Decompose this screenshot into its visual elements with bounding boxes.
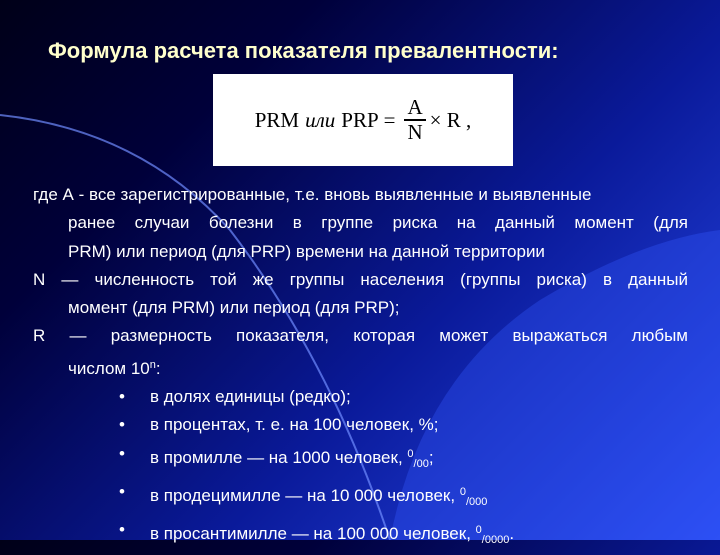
- definitions-text: [33, 181, 688, 555]
- bullet-icon: •: [119, 415, 125, 435]
- list-item-text: в процентах, т. е. на 100 человек, %;: [150, 415, 439, 435]
- definition-n: [33, 266, 688, 323]
- list-item-tail: ;: [428, 447, 434, 467]
- formula-prp: PRP: [341, 107, 379, 132]
- list-item: [33, 411, 688, 439]
- slide-title: Формула расчета показателя превалентности:: [48, 38, 559, 63]
- list-item: [33, 478, 688, 516]
- list-item-tail: .: [509, 524, 515, 544]
- r-exponent: n: [149, 358, 156, 371]
- formula-denominator: N: [407, 120, 423, 144]
- unit-sup: 0: [407, 447, 414, 460]
- formula-image: [213, 74, 513, 166]
- definition-a: [33, 181, 688, 266]
- definition-n-line1: N — численность той же группы населения (группы риска) в данный: [33, 269, 688, 289]
- unit-sub: /00: [413, 457, 429, 470]
- definition-a-line2: ранее случаи болезни в группе риска на данный момент (для: [68, 213, 688, 233]
- formula-equals: =: [383, 107, 396, 132]
- formula-fraction: [404, 96, 425, 144]
- units-list: [33, 383, 688, 554]
- definition-a-line3: PRM) или период (для PRP) времени на данной территории: [68, 241, 545, 261]
- formula-or: или: [305, 107, 336, 132]
- unit-sup: 0: [459, 485, 466, 498]
- r-colon: :: [155, 358, 161, 378]
- unit-sub: /0000: [481, 534, 510, 547]
- bullet-icon: •: [119, 520, 125, 540]
- unit-sup: 0: [475, 524, 482, 537]
- definition-r-line2: [33, 351, 688, 383]
- list-item-text: в продецимилле — на 10 000 человек,: [150, 485, 460, 505]
- unit-sub: /000: [465, 495, 488, 508]
- list-item: [33, 516, 688, 554]
- list-item: [33, 440, 688, 478]
- list-item-text: в просантимилле — на 100 000 человек,: [150, 524, 476, 544]
- list-item-text: в промилле — на 1000 человек,: [150, 447, 408, 467]
- bullet-icon: •: [119, 481, 125, 501]
- list-item: [33, 383, 688, 411]
- definition-n-line2: момент (для PRM) или период (для PRP);: [68, 298, 400, 318]
- formula-times-r: × R ,: [429, 107, 472, 132]
- formula-numerator: A: [404, 96, 425, 121]
- bullet-icon: •: [119, 387, 125, 407]
- definition-a-line1: где А - все зарегистрированные, т.е. вновь выявленные и выявленные: [33, 185, 592, 204]
- definition-r-line1: R — размерность показателя, которая может выражаться любым: [33, 326, 688, 346]
- bullet-icon: •: [119, 443, 125, 463]
- r-number-label: числом 10: [68, 358, 150, 378]
- formula-prm: PRM: [254, 107, 300, 132]
- list-item-text: в долях единицы (редко);: [150, 387, 351, 407]
- definition-r: [33, 322, 688, 383]
